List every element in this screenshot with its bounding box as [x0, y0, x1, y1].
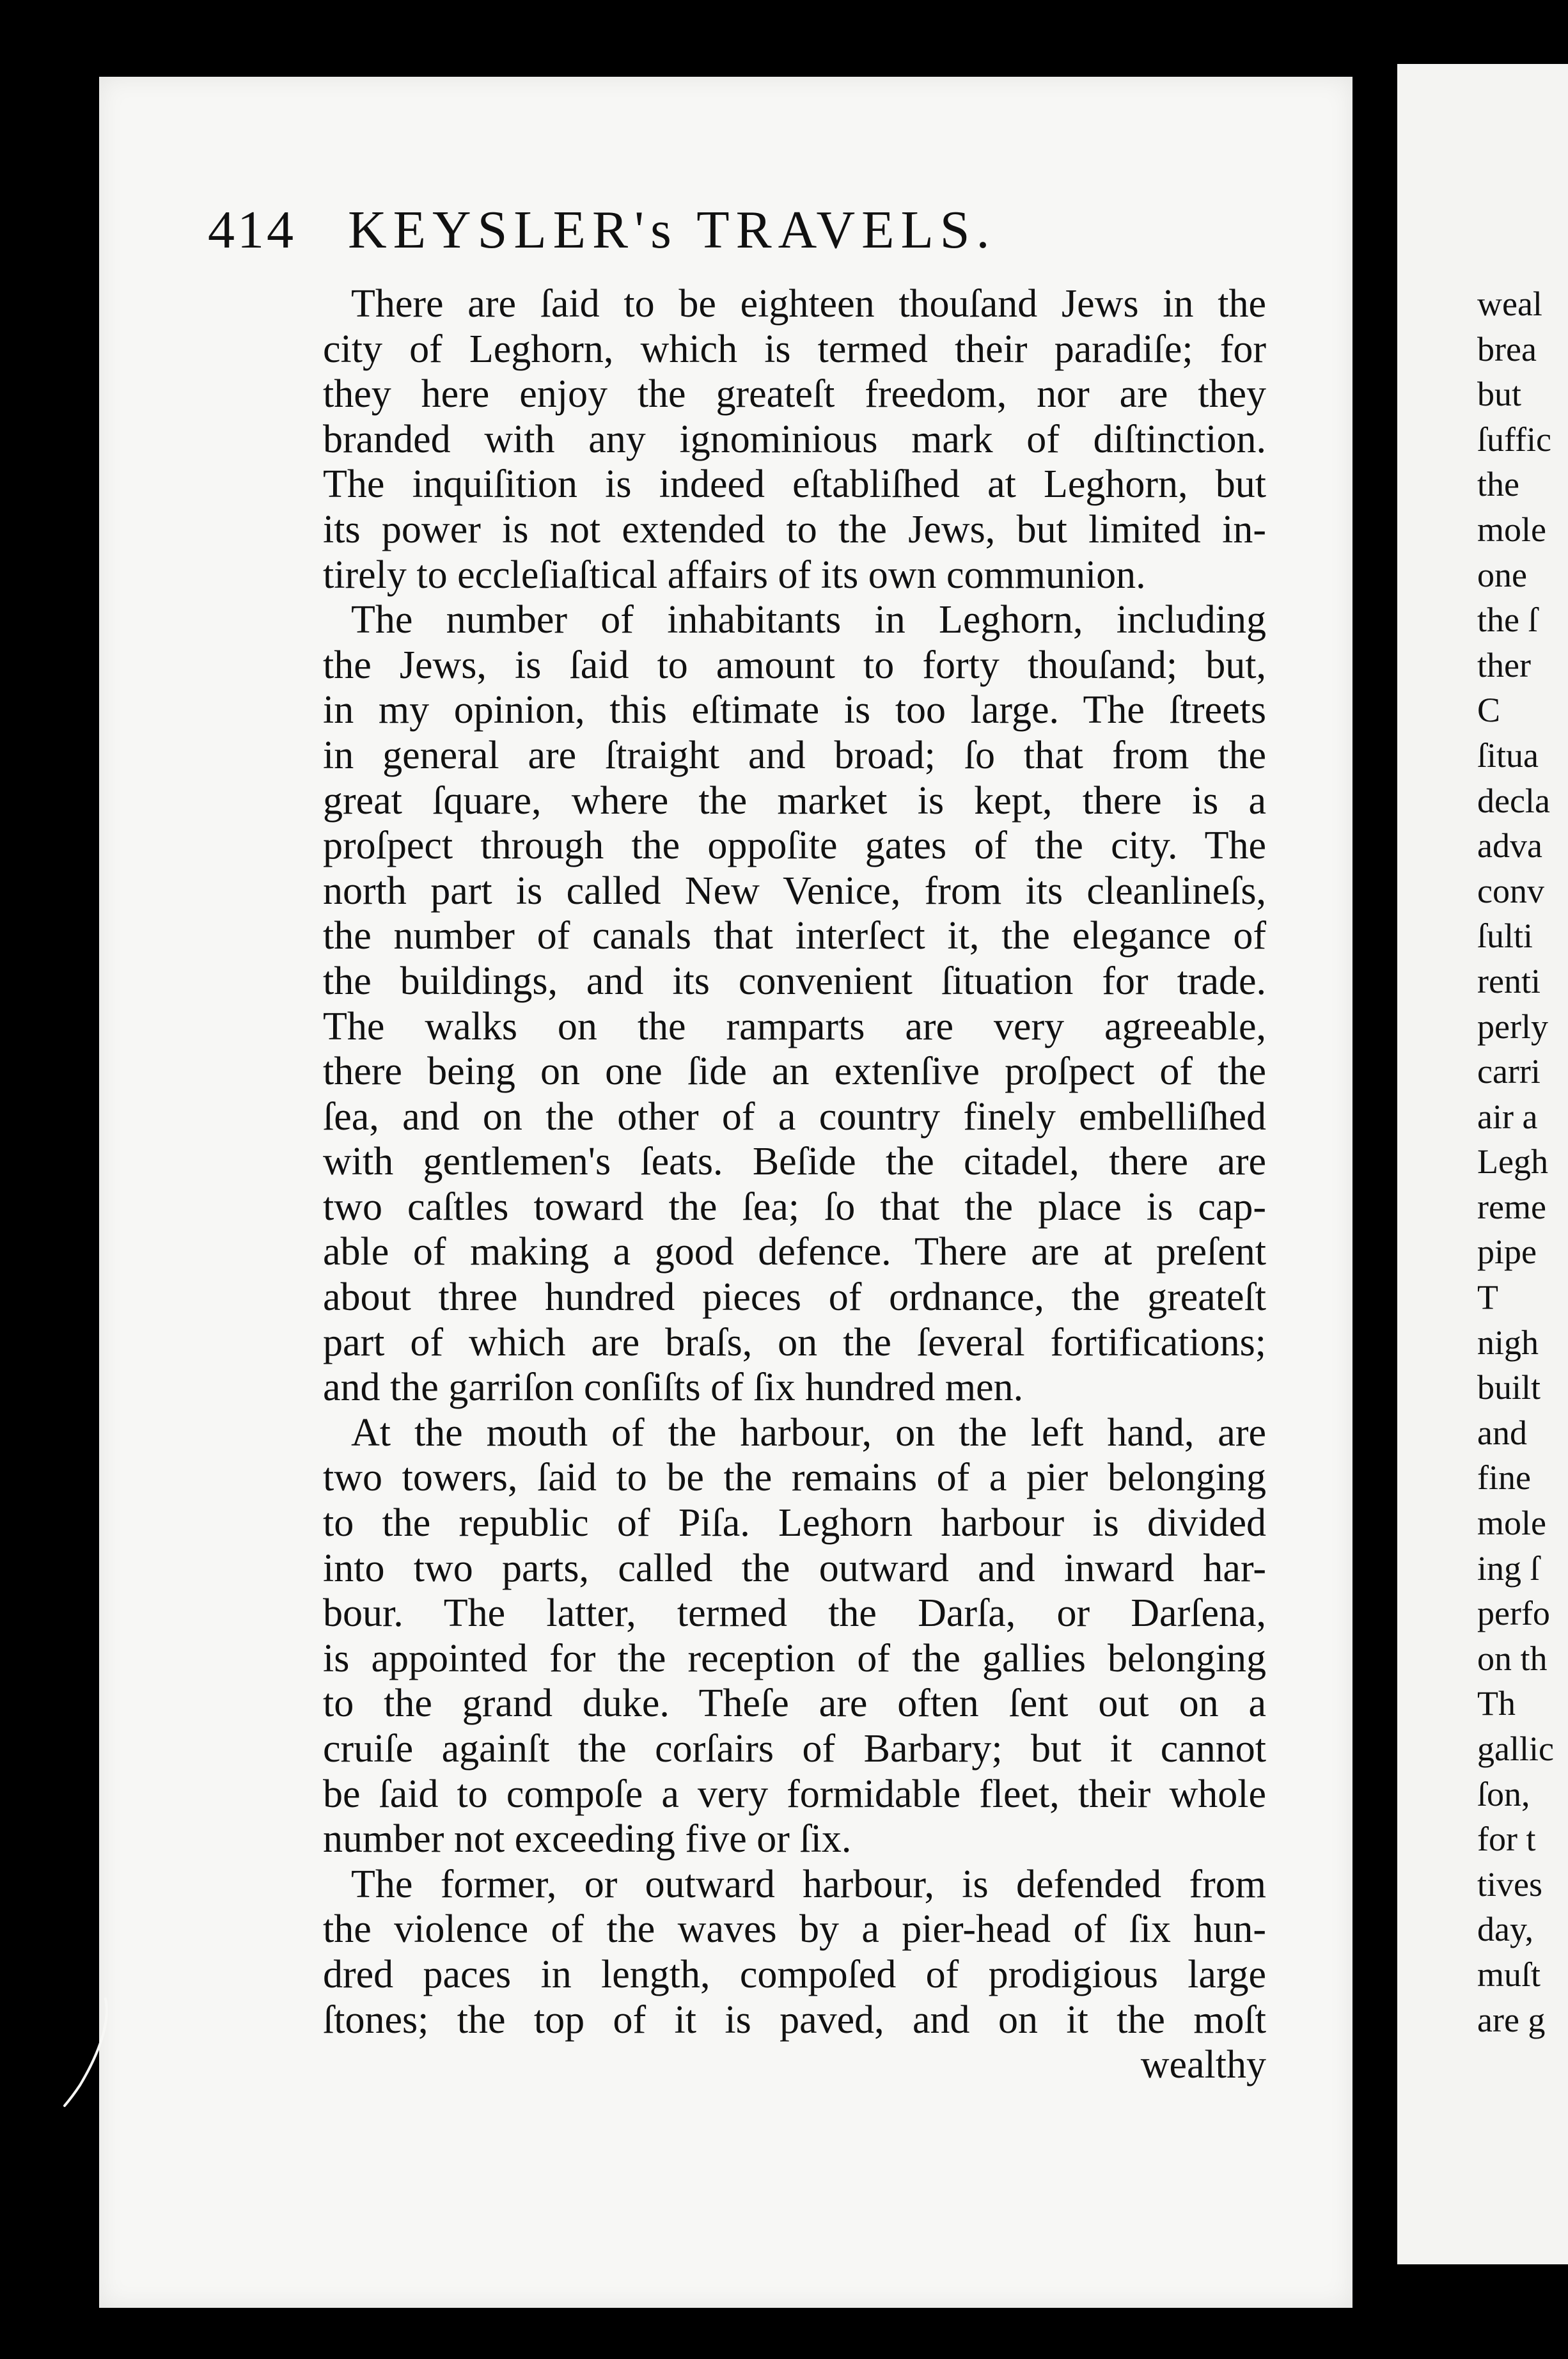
page-number: 414 [208, 200, 296, 260]
facing-text-fragment: but [1477, 375, 1522, 414]
text-line: and the garriſon conſiſts of ſix hundred men. [323, 1366, 1024, 1410]
facing-text-fragment: adva [1477, 826, 1542, 865]
facing-text-fragment: pipe [1477, 1233, 1537, 1272]
text-line: into two parts, called the outward and inward har- [323, 1546, 1266, 1590]
text-line: ſtones; the top of it is paved, and on it the moſt [323, 1998, 1266, 2042]
text-line: great ſquare, where the market is kept, there is a [323, 778, 1266, 823]
text-line: the Jews, is ſaid to amount to forty thouſand; but, [323, 643, 1266, 687]
facing-text-fragment: T [1477, 1278, 1498, 1317]
text-line: in general are ſtraight and broad; ſo that from the [323, 733, 1266, 777]
text-line: part of which are braſs, on the ſeveral fortifications; [323, 1320, 1266, 1364]
text-line: about three hundred pieces of ordnance, the greateſt [323, 1275, 1266, 1320]
facing-text-fragment: reme [1477, 1187, 1546, 1226]
facing-text-fragment: the ſ [1477, 601, 1538, 640]
text-line: two towers, ſaid to be the remains of a pier belonging [323, 1456, 1266, 1500]
text-line: with gentlemen's ſeats. Beſide the citadel, there are [323, 1140, 1266, 1184]
text-line: the violence of the waves by a pier-head of ſix hun- [323, 1907, 1266, 1952]
book-gutter [1352, 70, 1397, 2284]
text-line: to the republic of Piſa. Leghorn harbour is divided [323, 1501, 1266, 1545]
text-line: to the grand duke. Theſe are often ſent out on a [323, 1682, 1266, 1726]
text-line: its power is not extended to the Jews, but limited in- [323, 507, 1266, 551]
facing-text-fragment: ſuffic [1477, 420, 1551, 459]
text-line: The walks on the ramparts are very agreeable, [323, 1004, 1266, 1048]
text-line: There are ſaid to be eighteen thouſand Jews in the [351, 282, 1266, 326]
facing-text-fragment: the [1477, 465, 1519, 504]
text-line: ſea, and on the other of a country finely embelliſhed [323, 1094, 1266, 1139]
facing-text-fragment: are g [1477, 2000, 1546, 2039]
facing-text-fragment: mole [1477, 510, 1546, 549]
running-title: KEYSLER's TRAVELS. [348, 200, 996, 260]
margin-pen-mark [61, 1996, 112, 2111]
text-line: number not exceeding five or ſix. [323, 1817, 852, 1861]
text-line: The former, or outward harbour, is defended from [351, 1862, 1266, 1906]
text-line: two caſtles toward the ſea; ſo that the place is cap- [323, 1185, 1266, 1229]
facing-text-fragment: carri [1477, 1052, 1541, 1091]
facing-text-fragment: nigh [1477, 1323, 1539, 1362]
text-line: dred paces in length, compoſed of prodigious large [323, 1952, 1266, 1996]
facing-text-fragment: Legh [1477, 1142, 1548, 1181]
facing-text-fragment: conv [1477, 871, 1544, 910]
facing-text-fragment: mole [1477, 1504, 1546, 1543]
text-line: they here enjoy the greateſt freedom, nor are they [323, 372, 1266, 416]
facing-text-fragment: and [1477, 1413, 1527, 1452]
facing-text-fragment: renti [1477, 961, 1541, 1000]
text-line: city of Leghorn, which is termed their paradiſe; for [323, 327, 1266, 371]
facing-text-fragment: air a [1477, 1097, 1538, 1136]
facing-text-fragment: decla [1477, 781, 1550, 820]
text-line: bour. The latter, termed the Darſa, or Darſena, [323, 1591, 1266, 1636]
catchword: wealthy [1140, 2043, 1266, 2087]
facing-text-fragment: tives [1477, 1865, 1542, 1904]
running-head [208, 192, 1167, 269]
body-text [323, 281, 1266, 2088]
text-line: cruiſe againſt the corſairs of Barbary; but it cannot [323, 1727, 1266, 1771]
facing-text-fragment: ther [1477, 645, 1531, 684]
facing-text-fragment: Th [1477, 1684, 1516, 1723]
facing-text-fragment: muſt [1477, 1955, 1541, 1994]
facing-text-fragment: ſitua [1477, 736, 1539, 775]
text-line: branded with any ignominious mark of diſtinction. [323, 417, 1266, 461]
text-line: is appointed for the reception of the gallies belonging [323, 1636, 1266, 1680]
facing-text-fragment: for t [1477, 1820, 1536, 1859]
text-line: proſpect through the oppoſite gates of the city. The [323, 824, 1266, 868]
text-line: be ſaid to compoſe a very formidable fleet, their whole [323, 1772, 1266, 1816]
facing-text-fragment: day, [1477, 1910, 1533, 1949]
facing-text-fragment: built [1477, 1368, 1541, 1407]
text-line: tirely to eccleſiaſtical affairs of its own communion. [323, 553, 1146, 597]
facing-text-fragment: ſulti [1477, 917, 1533, 956]
text-line: north part is called New Venice, from its cleanlineſs, [323, 869, 1266, 913]
facing-text-fragment: one [1477, 555, 1527, 594]
facing-text-fragment: ſon, [1477, 1774, 1530, 1813]
text-line: At the mouth of the harbour, on the left hand, are [351, 1410, 1266, 1455]
text-line: able of making a good defence. There are at preſent [323, 1230, 1266, 1274]
facing-text-fragment: gallic [1477, 1730, 1554, 1768]
text-line: there being on one ſide an extenſive proſpect of the [323, 1050, 1266, 1094]
text-line: in my opinion, this eſtimate is too large. The ſtreets [323, 688, 1266, 732]
facing-text-fragment: perfo [1477, 1594, 1550, 1633]
facing-text-fragment: perly [1477, 1007, 1548, 1046]
text-line: the number of canals that interſect it, the elegance of [323, 914, 1266, 958]
facing-text-fragment: C [1477, 691, 1501, 730]
text-line: The inquiſition is indeed eſtabliſhed at Leghorn, but [323, 462, 1266, 507]
facing-page-text [1477, 281, 1568, 2042]
facing-text-fragment: weal [1477, 285, 1542, 323]
text-line: The number of inhabitants in Leghorn, including [351, 598, 1266, 642]
facing-text-fragment: ing ſ [1477, 1549, 1540, 1588]
facing-text-fragment: on th [1477, 1639, 1548, 1678]
facing-text-fragment: brea [1477, 329, 1537, 368]
text-line: the buildings, and its convenient ſituation for trade. [323, 959, 1266, 1003]
facing-text-fragment: fine [1477, 1458, 1531, 1497]
